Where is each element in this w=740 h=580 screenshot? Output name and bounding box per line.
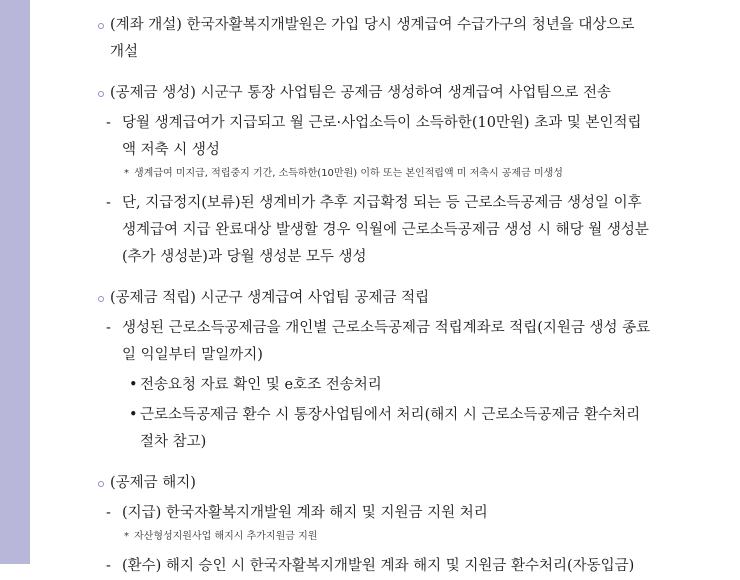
circle-bullet-icon	[98, 91, 104, 97]
sub-item	[92, 315, 652, 369]
sub-item	[92, 190, 652, 271]
section-text: (공제금 적립) 시군구 생계급여 사업팀 공제금 적립	[110, 290, 430, 306]
section-deduction-termination	[92, 470, 652, 497]
dot-text: 전송요청 자료 확인 및 e호조 전송처리	[140, 377, 382, 393]
sub-text: (지급) 한국자활복지개발원 계좌 해지 및 지원금 지원 처리	[122, 505, 488, 521]
note-text: 자산형성지원사업 해지시 추가지원금 지원	[134, 531, 318, 542]
dot-item	[92, 402, 652, 456]
section-deduction-accumulation	[92, 285, 652, 312]
section-text: (계좌 개설) 한국자활복지개발원은 가입 당시 생계급여 수급가구의 청년을 대상으로 개설	[110, 17, 635, 60]
section-account-opening	[92, 12, 652, 66]
sidebar-stripe	[0, 0, 30, 564]
sub-item	[92, 553, 652, 580]
section-text: (공제금 생성) 시군구 통장 사업팀은 공제금 생성하여 생계급여 사업팀으로 전송	[110, 85, 612, 101]
asterisk-marker: *	[124, 531, 129, 542]
circle-bullet-icon	[98, 481, 104, 487]
document-content	[92, 12, 652, 580]
dash-bullet: -	[106, 195, 111, 211]
note-text: 생계급여 미지급, 적립중지 기간, 소득하한(10만원) 이하 또는 본인적립액 미 저축시 공제금 미생성	[134, 168, 563, 179]
footnote	[92, 527, 652, 547]
circle-bullet-icon	[98, 23, 104, 29]
asterisk-marker: *	[124, 168, 129, 179]
sub-item	[92, 500, 652, 527]
dot-text: 근로소득공제금 환수 시 통장사업팀에서 처리(해지 시 근로소득공제금 환수처리 절차 참고)	[140, 407, 641, 450]
section-text: (공제금 해지)	[110, 475, 196, 491]
sub-text: 당월 생계급여가 지급되고 월 근로·사업소득이 소득하한(10만원) 초과 및 본인적립액 저축 시 생성	[122, 115, 642, 158]
dot-item	[92, 372, 652, 399]
sub-text: (환수) 해지 승인 시 한국자활복지개발원 계좌 해지 및 지원금 환수처리(자동입금)	[122, 558, 635, 574]
dash-bullet: -	[106, 558, 111, 574]
dash-bullet: -	[106, 505, 111, 521]
dot-bullet: •	[129, 407, 138, 423]
dash-bullet: -	[106, 320, 111, 336]
footnote	[92, 164, 652, 184]
dash-bullet: -	[106, 115, 111, 131]
sub-text: 단, 지급정지(보류)된 생계비가 추후 지급확정 되는 등 근로소득공제금 생성일 이후 생계급여 지급 완료대상 발생할 경우 익월에 근로소득공제금 생성 시 해당 월 생성분(추가 생성분)과 당월 생성분 모두 생성	[122, 195, 649, 265]
sub-text: 생성된 근로소득공제금을 개인별 근로소득공제금 적립계좌로 적립(지원금 생성 종료일 익일부터 말일까지)	[122, 320, 651, 363]
section-deduction-creation	[92, 80, 652, 107]
dot-bullet: •	[129, 377, 138, 393]
circle-bullet-icon	[98, 296, 104, 302]
sub-item	[92, 110, 652, 164]
